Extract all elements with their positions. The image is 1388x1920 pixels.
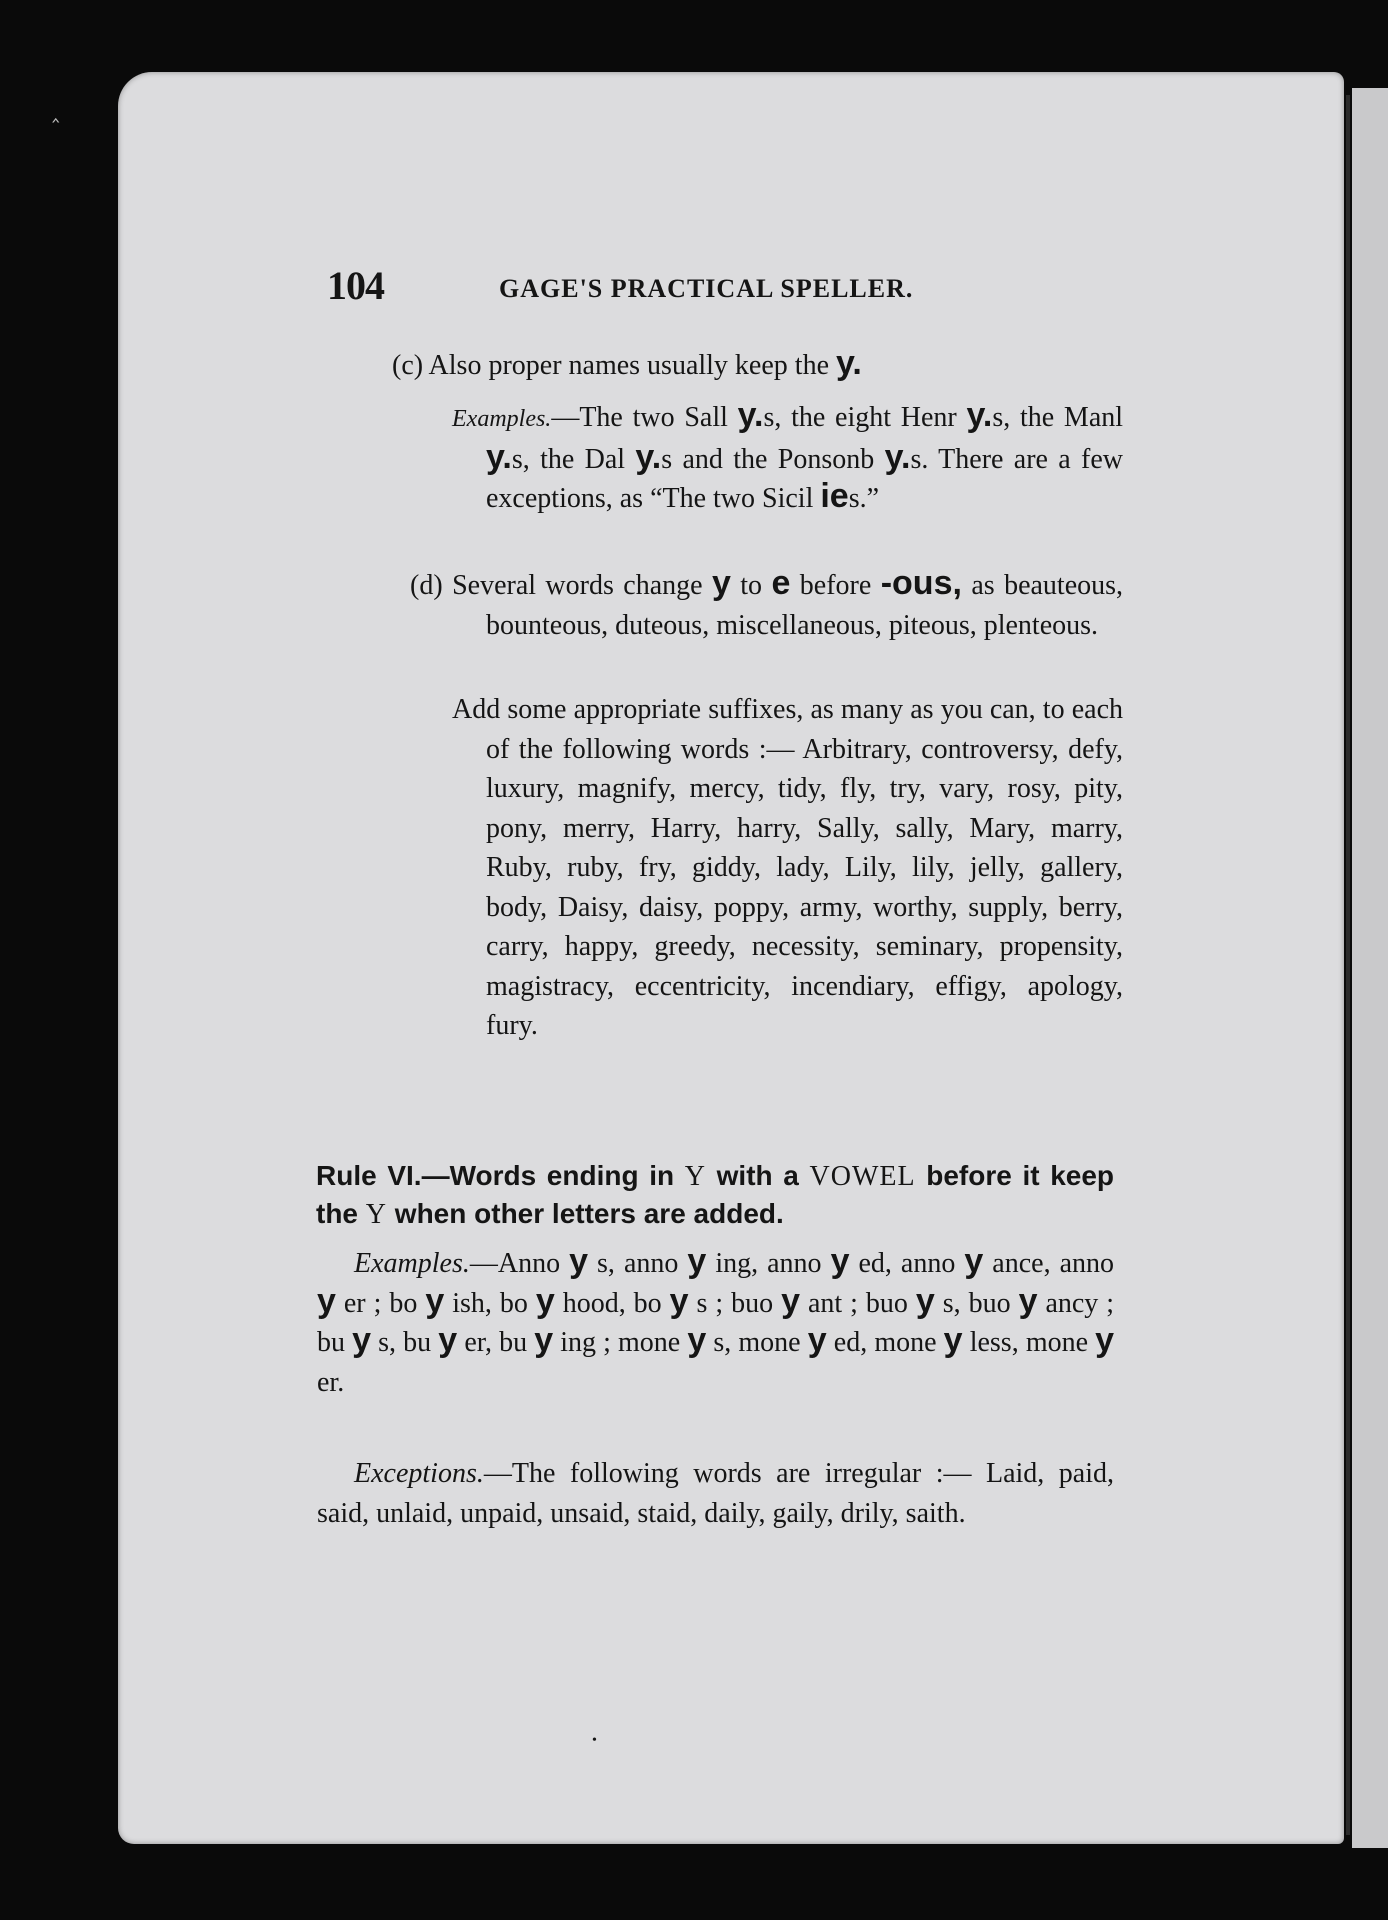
- examples-text: less, mone: [962, 1327, 1089, 1358]
- examples-text: s, mone: [706, 1327, 801, 1358]
- c-y: y.: [635, 437, 662, 476]
- examples-text: ed, mone: [826, 1327, 937, 1358]
- rule-y: Y: [684, 1161, 706, 1192]
- exercise-paragraph: Add some appropriate suffixes, as many as you can, to each of the following words :— Arbitrary, controversy, defy, luxury, magnify, mercy, tidy, fly, try, vary, rosy, pity, pony, merry, Harry, harry, Sally, sally, Mary, marry, Ruby, ruby, fry, giddy, lady, Lily, lily, jelly, gallery, body, Daisy, daisy, poppy, army, worthy, supply, berry, carry, happy, greedy, necessity, seminary, propensity, magistracy, eccentricity, incendiary, effigy, apology, fury.: [452, 694, 1123, 1041]
- d-text: as beauteous, bounteous, duteous, miscellaneous, piteous, plenteous.: [486, 570, 1124, 641]
- examples-y: y: [781, 1281, 800, 1320]
- d-text: to: [740, 570, 763, 601]
- rule-text: with a: [716, 1160, 799, 1191]
- c-ex-text: s. There are a few exceptions, as “The two Sicil: [486, 443, 1124, 514]
- c-text: Also proper names usually keep the: [428, 350, 829, 381]
- page-dot: •: [592, 1733, 597, 1748]
- examples-y: y: [425, 1281, 445, 1320]
- page-number: 104: [327, 263, 384, 308]
- c-ex-text: —The two Sall: [551, 402, 728, 433]
- examples-y: y: [830, 1242, 850, 1280]
- c-ex-text: s, the eight Henr: [763, 402, 957, 433]
- examples-text: s, bu: [371, 1327, 432, 1358]
- examples-y: y: [534, 1321, 554, 1359]
- examples-y: y: [915, 1281, 935, 1320]
- page-header: [327, 262, 1087, 312]
- label-d: (d): [410, 570, 443, 601]
- c-ie: ie: [820, 477, 849, 515]
- d-text: before: [799, 570, 872, 601]
- examples-text: er, bu: [457, 1327, 528, 1358]
- c-y: y.: [836, 344, 862, 382]
- examples-y: y: [1095, 1321, 1115, 1359]
- c-ex-text: s and the Ponsonb: [661, 443, 875, 475]
- examples-y: y: [687, 1321, 707, 1359]
- examples-y: y: [438, 1321, 458, 1359]
- examples-text: s, buo: [934, 1287, 1011, 1319]
- examples-text: ant ; buo: [800, 1287, 908, 1319]
- rule-text: —Words ending in: [421, 1160, 675, 1191]
- examples-y: y: [687, 1242, 707, 1280]
- page-gutter-line: [1346, 95, 1350, 1835]
- paragraph-c: [392, 344, 1124, 386]
- examples-label: Examples.: [354, 1248, 470, 1279]
- rule-y: Y: [365, 1199, 388, 1230]
- examples-paragraph: [317, 1244, 1114, 1402]
- examples-y: y: [1018, 1281, 1038, 1320]
- exceptions-paragraph: [317, 1454, 1114, 1533]
- examples-y: y: [317, 1281, 336, 1320]
- c-y: y.: [884, 437, 911, 476]
- d-y: y: [711, 564, 731, 602]
- examples-text: s ; buo: [688, 1287, 774, 1319]
- rule-text: when other letters are added.: [394, 1198, 784, 1229]
- c-ex-text: s.”: [848, 483, 880, 514]
- examples-text: er.: [317, 1366, 345, 1398]
- scan-mark: ‸: [52, 98, 60, 123]
- examples-text: ancy ; bu: [317, 1287, 1115, 1358]
- label-c: (c): [392, 350, 424, 381]
- examples-text: —Anno: [469, 1248, 561, 1279]
- examples-text: s, anno: [588, 1248, 679, 1279]
- exceptions-text: —The following words are irregular :— Laid, paid, said, unlaid, unpaid, unsaid, staid, daily, gaily, drily, saith.: [317, 1458, 1114, 1529]
- examples-y: y: [943, 1321, 963, 1359]
- examples-text: hood, bo: [554, 1287, 662, 1319]
- examples-y: y: [569, 1242, 589, 1280]
- examples-text: ish, bo: [444, 1287, 528, 1319]
- rule-vowel: VOWEL: [809, 1161, 916, 1192]
- d-e: e: [771, 564, 791, 602]
- c-y: y.: [486, 437, 512, 476]
- c-y: y.: [966, 396, 993, 434]
- c-examples-label: Examples.: [452, 406, 552, 432]
- rule-vi: [316, 1157, 1114, 1233]
- d-ous: -ous,: [880, 564, 962, 602]
- running-title: GAGE'S PRACTICAL SPELLER.: [499, 274, 914, 303]
- rule-label: Rule VI.: [316, 1160, 422, 1191]
- paragraph-c-examples: [452, 396, 1124, 519]
- examples-y: y: [807, 1321, 827, 1359]
- rule-text: before it keep the: [316, 1160, 1115, 1229]
- examples-y: y: [964, 1242, 984, 1280]
- examples-y: y: [669, 1281, 689, 1320]
- c-ex-text: s, the Manl: [992, 402, 1124, 433]
- examples-text: ance, anno: [983, 1248, 1115, 1279]
- d-text: Several words change: [452, 570, 703, 601]
- examples-text: ing, anno: [706, 1248, 822, 1279]
- examples-text: er ; bo: [335, 1287, 418, 1319]
- examples-y: y: [535, 1281, 555, 1320]
- examples-y: y: [352, 1321, 372, 1359]
- c-ex-text: s, the Dal: [511, 443, 626, 475]
- examples-text: ed, anno: [849, 1248, 956, 1279]
- examples-text: ing ; mone: [553, 1327, 681, 1358]
- c-y: y.: [737, 396, 764, 434]
- exceptions-label: Exceptions.: [354, 1458, 484, 1489]
- paragraph-d: [410, 564, 1124, 645]
- facing-page-edge: [1352, 88, 1388, 1848]
